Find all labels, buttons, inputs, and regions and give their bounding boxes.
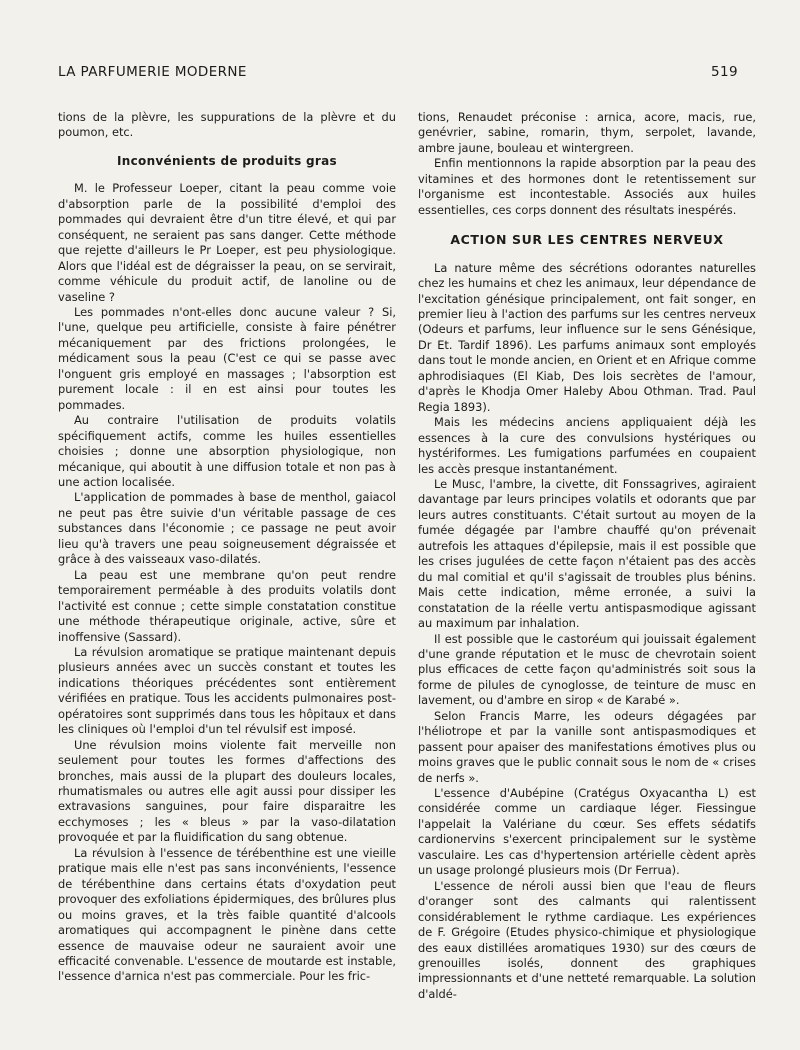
paragraph: La révulsion à l'essence de térébenthine est une vieille pratique mais elle n'est pas sans inconvénients, l'essence de térébenthine dans certains états d'oxydation peut provoquer des exfoliations épidermiques, des brûlures plus ou moins graves, et la très faible quantité d'alcools aromatiques qui accompagnent le pinène dans cette essence de mauvaise odeur ne sauraient avoir une efficacité convenable. L'essence de moutarde est instable, l'essence d'arnica n'est pas commerciale. Pour les fric- [58, 845, 396, 984]
paragraph: Selon Francis Marre, les odeurs dégagées par l'héliotrope et par la vanille sont antispasmodiques et passent pour apaiser des manifestations émotives plus ou moins graves que le public connait sous le nom de « crises de nerfs ». [418, 708, 756, 785]
paragraph: L'essence d'Aubépine (Cratégus Oxyacantha L) est considérée comme un cardiaque léger. Fiessingue l'appelait la Valériane du cœur. Ses effets sédatifs cardionervins s'exercent principalement sur le système vasculaire. Les cas d'hypertension artérielle cèdent après un usage prolongé plusieurs mois (Dr Ferrua). [418, 786, 756, 878]
paragraph: La révulsion aromatique se pratique maintenant depuis plusieurs années avec un succès constant et toutes les indications théoriques précédentes sont entièrement vérifiées en pratique. Tous les accidents pulmonaires post-opératoires sont supprimés dans tous les hôpitaux et dans les cliniques où l'emploi d'un tel révulsif est imposé. [58, 644, 396, 737]
paragraph: tions de la plèvre, les suppurations de la plèvre et du poumon, etc. [58, 110, 396, 140]
section-heading: Inconvénients de produits gras [117, 153, 337, 168]
paragraph: La nature même des sécrétions odorantes naturelles chez les humains et chez les animaux, leur dépendance de l'excitation génésique principalement, ont fait songer, en premier lieu à l'action des parfums sur les centres nerveux (Odeurs et parfums, leur influence sur le sens Génésique, Dr Et. Tardif 1896). Les parfums animaux sont employés dans tout le monde ancien, en Orient et en Afrique comme aphrodisiaques (El Kiab, Des lois secrètes de l'amour, d'après le Khodja Omer Haleby Abou Othman. Trad. Paul Regia 1893). [418, 260, 756, 414]
paragraph: La peau est une membrane qu'on peut rendre temporairement perméable à des produits volatils dont l'activité est connue ; cette simple constatation constitue une méthode thérapeutique originale, active, sûre et inoffensive (Sassard). [58, 567, 396, 644]
paragraph: Enfin mentionnons la rapide absorption par la peau des vitamines et des hormones dont le retentissement sur l'organisme est incontestable. Associés aux huiles essentielles, ces corps donnent des résultats inespérés. [418, 156, 756, 217]
paragraph: Les pommades n'ont-elles donc aucune valeur ? Si, l'une, quelque peu artificielle, consiste à faire pénétrer mécaniquement par des frictions prolongées, le médicament sous la peau (C'est ce qui se passe avec l'onguent gris employé en massages ; l'absorption est purement locale : il en est ainsi pour toutes les pommades. [58, 304, 396, 412]
paragraph: Il est possible que le castoréum qui jouissait également d'une grande réputation et le musc de chevrotain soient plus efficaces de cette façon qu'administrés soit sous la forme de pilules de cynoglosse, de teinture de musc en lavement, ou d'ambre en sirop « de Karabé ». [418, 631, 756, 708]
left-column [58, 110, 396, 985]
paragraph: Une révulsion moins violente fait merveille non seulement pour toutes les formes d'affections des bronches, mais aussi de la plupart des douleurs locales, rhumatismales ou autres elle agit aussi pour dissiper les extravasions sanguines, pour faire disparaitre les ecchymoses ; les « bleus » par la vaso-dilatation provoquée et par la fluidification du sang obtenue. [58, 737, 396, 845]
paragraph: L'essence de néroli aussi bien que l'eau de fleurs d'oranger sont des calmants qui ralentissent considérablement le rythme cardiaque. Les expériences de F. Grégoire (Etudes physico-chimique et physiologique des eaux distillées aromatiques 1930) sur des cœurs de grenouilles isolés, donnent des graphiques impressionnants et d'une netteté remarquable. La solution d'aldé- [418, 878, 756, 1001]
paragraph: Au contraire l'utilisation de produits volatils spécifiquement actifs, comme les huiles essentielles choisies ; donne une absorption physiologique, non mécanique, qui aboutit à une diffusion totale et non pas à une action localisée. [58, 413, 396, 489]
paragraph: L'application de pommades à base de menthol, gaiacol ne peut pas être suivie d'un véritable passage de ces substances dans l'économie ; ce passage ne peut avoir lieu qu'à travers une peau soigneusement dégraissée et grâce à des vaisseaux vaso-dilatés. [58, 490, 396, 567]
journal-title: LA PARFUMERIE MODERNE [58, 64, 247, 80]
section-heading: ACTION SUR LES CENTRES NERVEUX [450, 232, 724, 248]
paragraph: tions, Renaudet préconise : arnica, acore, macis, rue, genévrier, sabine, romarin, thym, serpolet, lavande, ambre jaune, bouleau et wintergreen. [418, 110, 756, 155]
right-column [418, 110, 756, 1002]
paragraph: Le Musc, l'ambre, la civette, dit Fonssagrives, agiraient davantage par leurs principes volatils et odorants que par leurs autres constituants. C'était surtout au moyen de la fumée dégagée par l'ambre chauffé qu'on prévenait autrefois les attaques d'épilepsie, mais il est possible que les crises jugulées de cette façon n'étaient pas des accès du mal comitial et qu'il s'agissait de troubles plus bénins. Mais cette indication, même erronée, a suivi la constatation de la réelle vertu antispasmodique agissant au maximum par inhalation. [418, 476, 756, 631]
page-number: 519 [711, 64, 738, 80]
paragraph: M. le Professeur Loeper, citant la peau comme voie d'absorption parle de la possibilité d'emploi des pommades qui devraient être d'un titre élevé, et qui par conséquent, ne seraient pas sans danger. Cette méthode que rejette d'ailleurs le Pr Loeper, est peu physiologique. Alors que l'idéal est de dégraisser la peau, on se servirait, comme véhicule du produit actif, de lanoline ou de vaseline ? [58, 181, 396, 304]
paragraph: Mais les médecins anciens appliquaient déjà les essences à la cure des convulsions hystériques ou hystériformes. Les fumigations parfumées en coupaient les accès presque instantanément. [418, 415, 756, 476]
